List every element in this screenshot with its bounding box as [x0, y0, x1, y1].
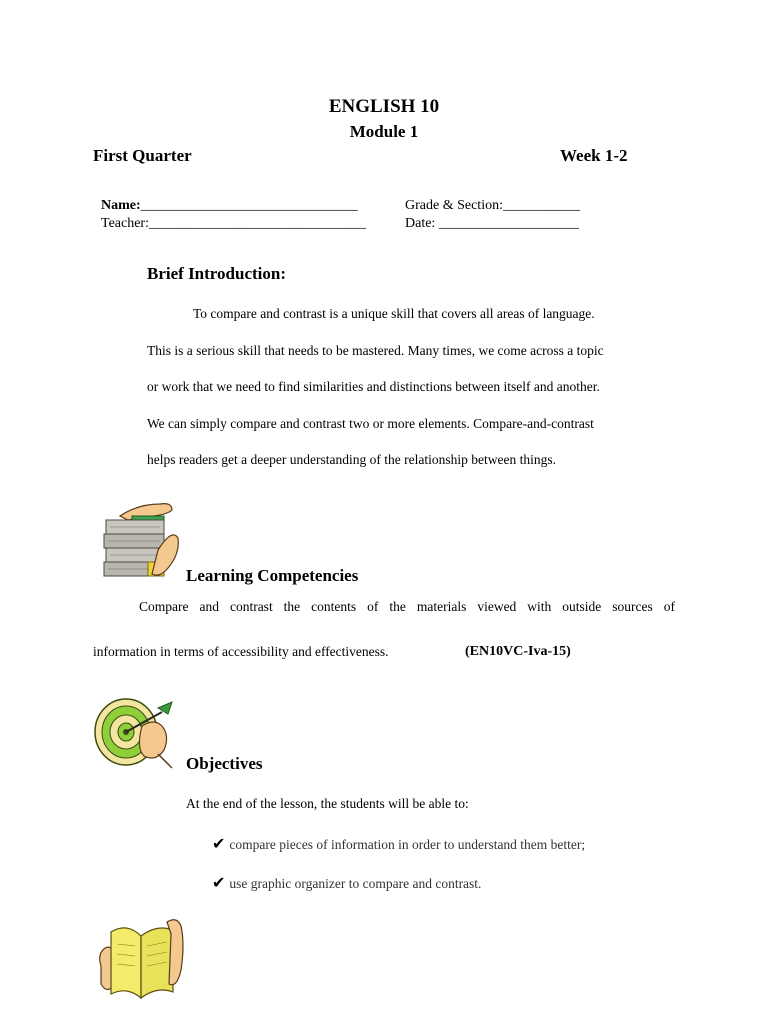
competency-code: (EN10VC-Iva-15) — [465, 644, 571, 659]
objectives-intro: At the end of the lesson, the students will be able to: — [186, 796, 469, 811]
objective-item — [212, 873, 481, 892]
intro-line: To compare and contrast is a unique skill that covers all areas of language. — [193, 306, 595, 321]
books-icon — [98, 498, 182, 584]
intro-line: helps readers get a deeper understanding of the relationship between things. — [147, 452, 556, 468]
checkmark-icon: ✔ — [212, 834, 226, 853]
teacher-line: _______________________________ — [148, 216, 366, 231]
name-label: Name: — [101, 198, 141, 213]
week-label: Week 1-2 — [560, 146, 628, 165]
intro-line: or work that we need to find similarities and distinctions between itself and another. — [147, 379, 600, 395]
objective-text: compare pieces of information in order to understand them better; — [229, 837, 586, 852]
brief-intro-heading: Brief Introduction: — [147, 264, 286, 283]
competency-line: Compare and contrast the contents of the materials viewed with outside sources of — [139, 599, 675, 614]
intro-line: This is a serious skill that needs to be mastered. Many times, we come across a topic — [147, 342, 604, 358]
module-title: Module 1 — [349, 122, 419, 141]
objective-text: use graphic organizer to compare and contrast. — [229, 876, 482, 891]
quarter-label: First Quarter — [93, 146, 192, 165]
teacher-label: Teacher: — [101, 216, 149, 231]
open-book-icon — [97, 914, 187, 1000]
learning-competencies-heading: Learning Competencies — [186, 566, 359, 585]
grade-line: ___________ — [502, 198, 580, 213]
competency-line-2: information in terms of accessibility and effectiveness. — [93, 644, 389, 659]
date-line: ____________________ — [438, 216, 579, 231]
intro-line: We can simply compare and contrast two or more elements. Compare-and-contrast — [147, 415, 594, 431]
objective-item — [212, 834, 585, 853]
checkmark-icon: ✔ — [212, 873, 226, 892]
date-label: Date: — [405, 216, 439, 231]
name-field — [101, 198, 358, 214]
target-icon — [92, 696, 178, 772]
grade-label: Grade & Section: — [405, 198, 503, 213]
brief-intro-paragraph — [147, 296, 677, 479]
subject-title: ENGLISH 10 — [328, 96, 440, 117]
teacher-field — [101, 216, 366, 232]
grade-section-field — [405, 198, 580, 214]
objectives-heading: Objectives — [186, 754, 263, 773]
competency-paragraph — [93, 598, 675, 616]
name-line: _______________________________ — [140, 198, 358, 213]
date-field — [405, 216, 579, 232]
